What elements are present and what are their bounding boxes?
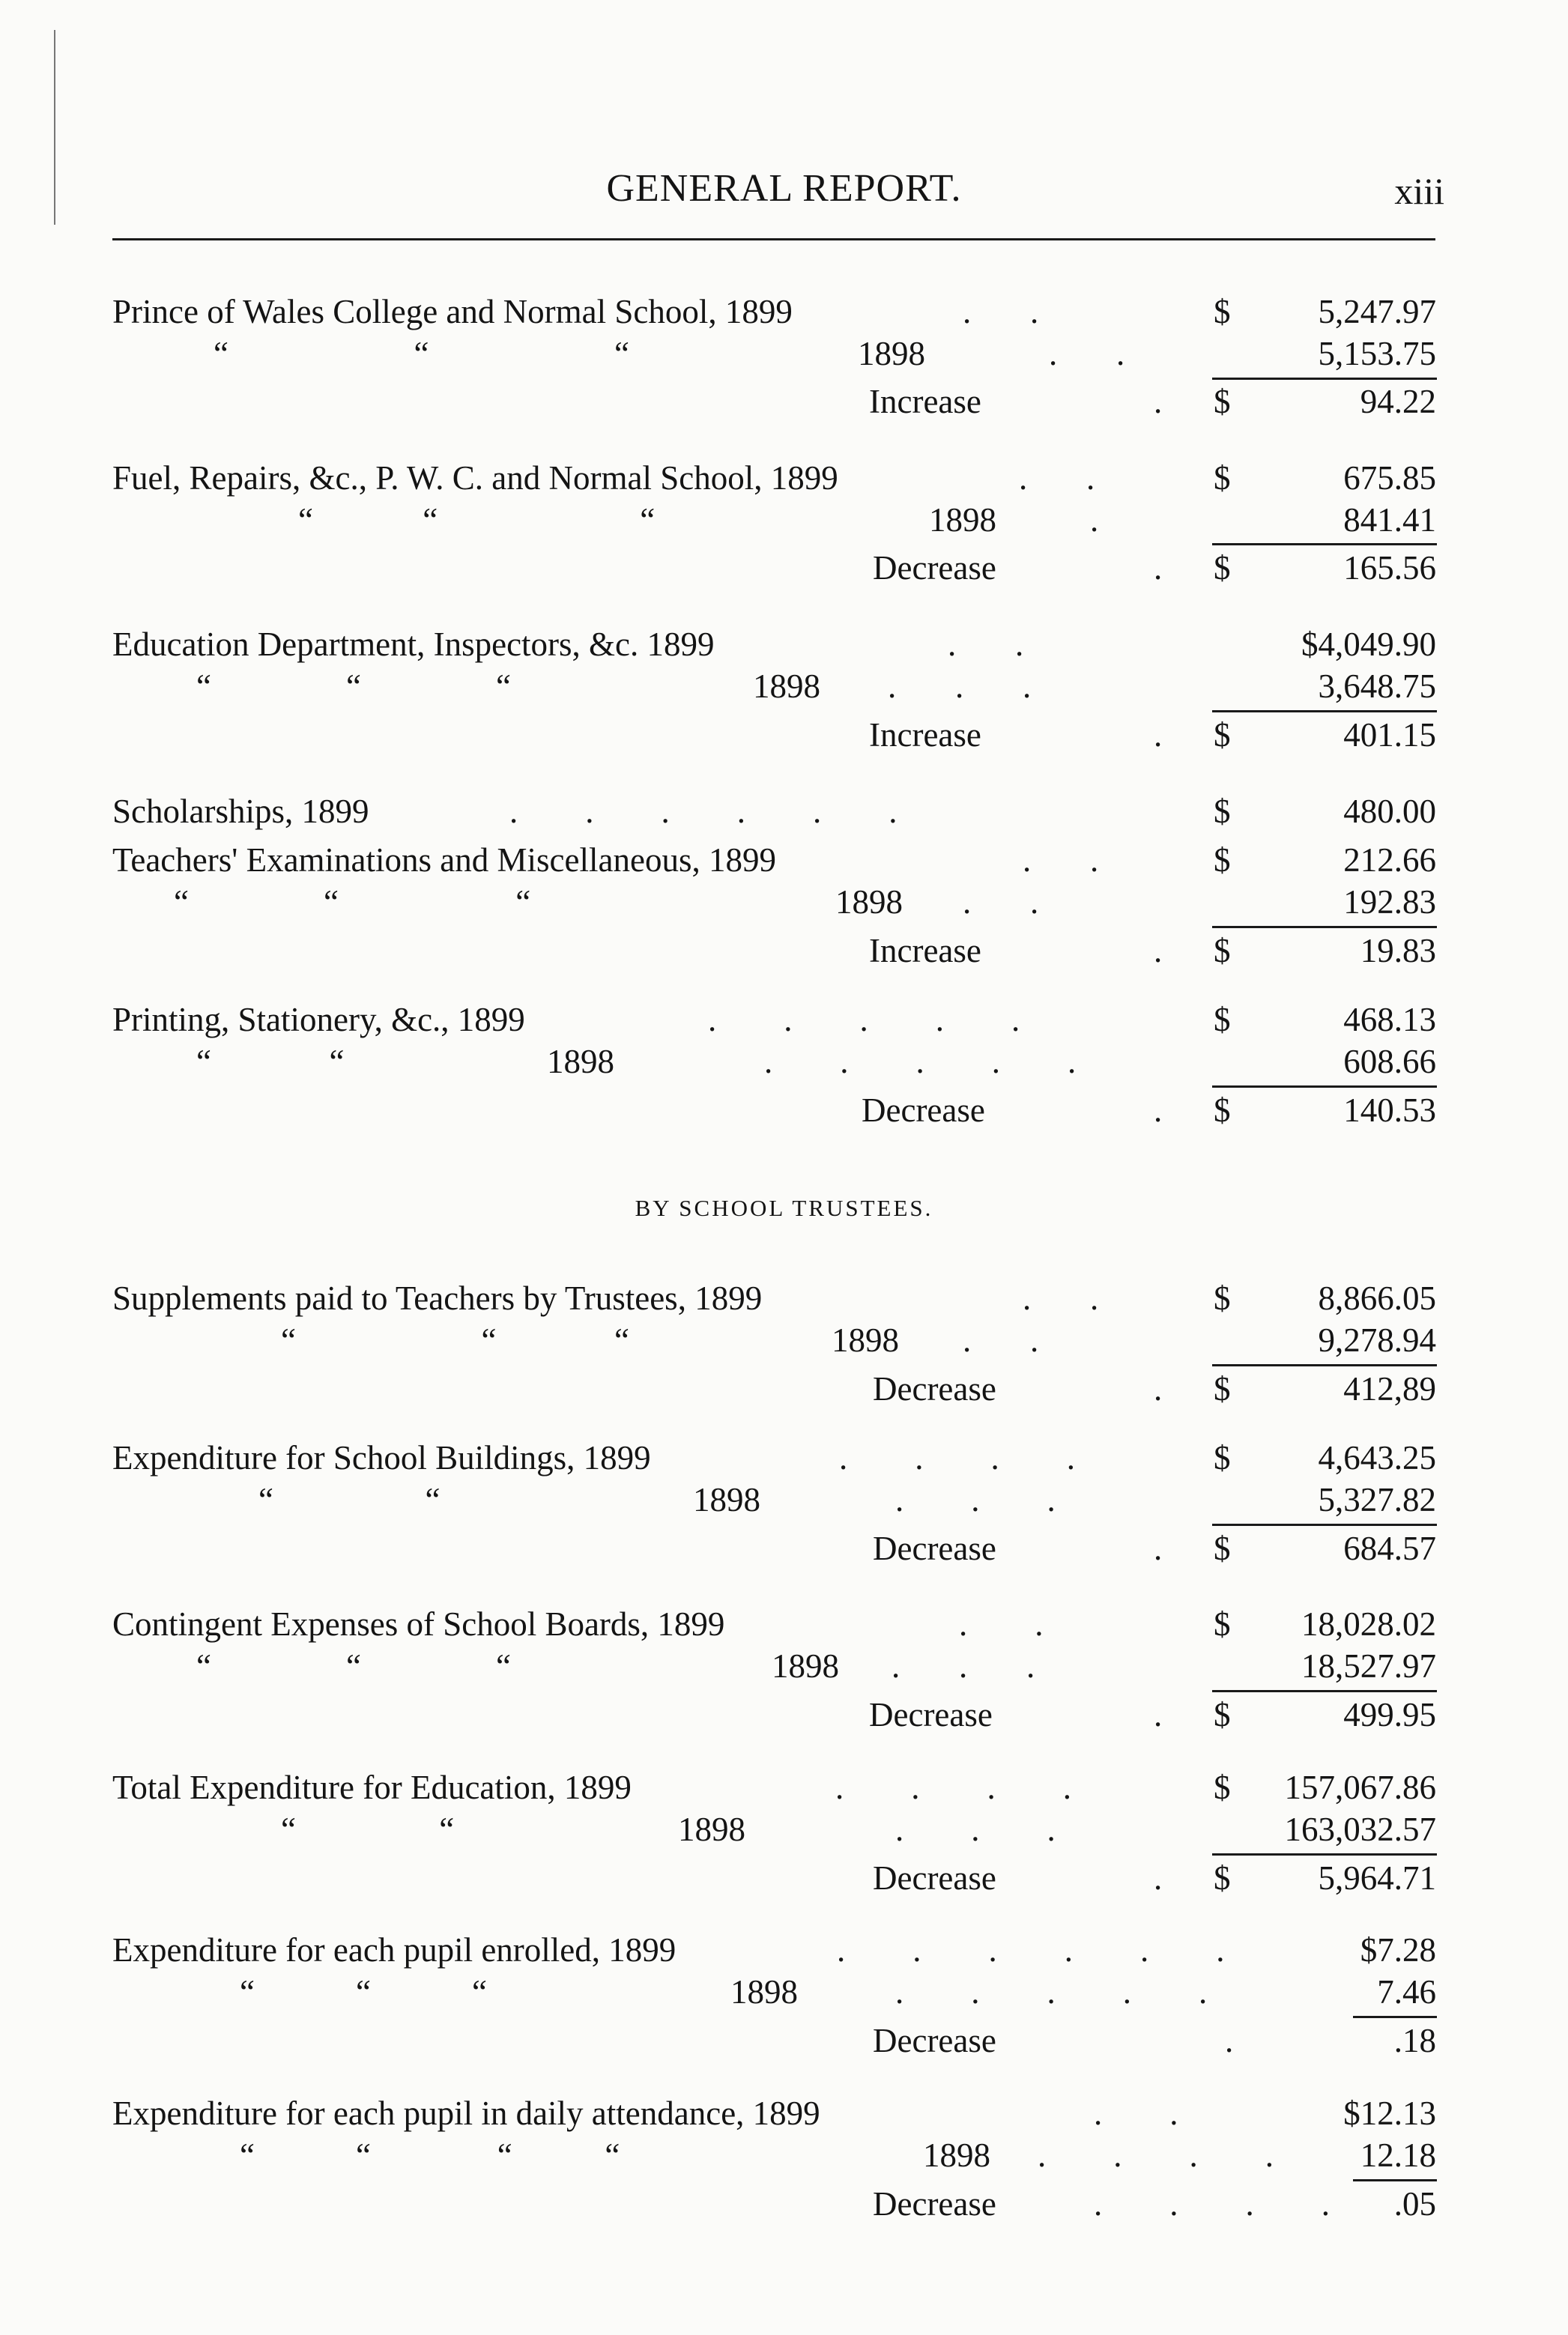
ditto-year: 1898 [678,1811,745,1848]
ditto-year: 1898 [730,1973,798,2011]
dot-leader: . . . . [1038,2136,1274,2174]
dollar-sign: $ [1214,459,1231,497]
sum-rule [1212,378,1437,380]
entry-label: Fuel, Repairs, &c., P. W. C. and Normal School, 1899 [112,459,838,497]
dot-leader: . . [963,1321,1039,1359]
net-change-label: Decrease [873,1370,996,1408]
entry-label: Supplements paid to Teachers by Trustees, 1899 [112,1279,763,1317]
ditto-marks: “ “ “ [196,667,511,705]
amount-1899: 157,067.86 [1284,1769,1436,1806]
dollar-sign: $ [1214,1001,1231,1038]
net-change-label: Increase [869,932,981,969]
net-change-label: Decrease [873,1530,996,1567]
dot-leader: . [1154,1696,1163,1733]
ditto-year: 1898 [772,1647,839,1685]
dollar-sign: $ [1214,841,1231,879]
dot-leader: . [1154,716,1163,754]
entry-label: Education Department, Inspectors, &c. 1899 [112,626,715,663]
entry-label: Scholarships, 1899 [112,793,369,830]
dot-leader: . . . . . [764,1043,1077,1080]
net-change-amount: 94.22 [1360,383,1436,420]
dollar-sign: $ [1214,1769,1231,1806]
ditto-marks: “ “ “ “ [240,2136,620,2174]
dot-leader: . [1090,501,1099,539]
dot-leader: . [1154,383,1163,420]
ditto-marks: “ “ [281,1811,455,1848]
dot-leader: . . . [888,667,1032,705]
dot-leader: . [1154,932,1163,969]
amount-1898: 18,527.97 [1301,1647,1436,1685]
sum-rule [1212,710,1437,712]
dollar-sign: $ [1214,1605,1231,1643]
entry-label: Expenditure for each pupil in daily attendance, 1899 [112,2095,820,2132]
dollar-sign: $ [1214,1530,1231,1567]
dot-leader: . [1154,1530,1163,1567]
ditto-year: 1898 [832,1321,899,1359]
entry-label: Printing, Stationery, &c., 1899 [112,1001,525,1038]
amount-1899: 4,643.25 [1318,1439,1436,1477]
amount-1898: 608.66 [1343,1043,1436,1080]
sum-rule [1212,926,1437,928]
net-change-amount: .18 [1393,2022,1436,2059]
amount-1899: 212.66 [1343,841,1436,879]
sum-rule [1212,1853,1437,1856]
dot-leader: . . [1023,841,1099,879]
net-change-label: Decrease [873,2185,996,2223]
net-change-label: Decrease [869,1696,993,1733]
dot-leader: . . [963,883,1039,921]
dot-leader: . [1154,1091,1163,1129]
sum-rule [1212,1524,1437,1526]
section-heading: BY SCHOOL TRUSTEES. [635,1195,933,1221]
dollar-sign: $ [1214,1370,1231,1408]
dot-leader: . . [1023,1279,1099,1317]
net-change-label: Decrease [873,1859,996,1897]
ditto-year: 1898 [929,501,996,539]
amount-1899: 480.00 [1343,793,1436,830]
dollar-sign: $ [1214,1696,1231,1733]
dot-leader: . . . [892,1647,1035,1685]
net-change-amount: 19.83 [1360,932,1436,969]
entry-label: Expenditure for School Buildings, 1899 [112,1439,651,1477]
ditto-marks: “ “ [258,1481,441,1518]
entry-label: Expenditure for each pupil enrolled, 1899 [112,1931,676,1969]
dollar-sign: $ [1214,1439,1231,1477]
ditto-marks: “ “ “ [174,883,531,921]
dot-leader: . . [1094,2095,1178,2132]
dot-leader: . . [959,1605,1044,1643]
amount-1899: 5,247.97 [1318,293,1436,330]
amount-1898: 3,648.75 [1318,667,1436,705]
ditto-marks: “ “ “ [196,1647,511,1685]
dot-leader: . . . . . [708,1001,1020,1038]
net-change-label: Decrease [873,549,996,587]
net-change-amount: 412,89 [1343,1370,1436,1408]
dot-leader: . [1154,1859,1163,1897]
dot-leader: . [1154,1370,1163,1408]
net-change-amount: 5,964.71 [1318,1859,1436,1897]
sum-rule [1212,1690,1437,1692]
sum-rule [1212,1085,1437,1088]
amount-1898: 192.83 [1343,883,1436,921]
amount-1899: 18,028.02 [1301,1605,1436,1643]
dot-leader: . . . . [839,1439,1075,1477]
amount-1898: 9,278.94 [1318,1321,1436,1359]
amount-1899: 468.13 [1343,1001,1436,1038]
net-change-label: Decrease [873,2022,996,2059]
dot-leader: . . . [895,1481,1056,1518]
dot-leader: . . [1049,335,1125,372]
ditto-year: 1898 [923,2136,990,2174]
entry-label: Contingent Expenses of School Boards, 1899 [112,1605,725,1643]
ditto-marks: “ “ “ [240,1973,487,2011]
dollar-sign: $ [1214,293,1231,330]
amount-1899: 8,866.05 [1318,1279,1436,1317]
amount-1898: 12.18 [1360,2136,1436,2174]
sum-rule [1353,2179,1437,2181]
sum-rule [1353,2016,1437,2018]
ditto-marks: “ “ “ [281,1321,629,1359]
net-change-amount: 140.53 [1343,1091,1436,1129]
amount-1898: 5,153.75 [1318,335,1436,372]
amount-1898: 163,032.57 [1284,1811,1436,1848]
amount-1899: 675.85 [1343,459,1436,497]
sum-rule [1212,1364,1437,1366]
dollar-sign: $ [1214,1091,1231,1129]
dot-leader: . . . . . . [837,1931,1225,1969]
ditto-year: 1898 [547,1043,614,1080]
amount-1898: 7.46 [1377,1973,1436,2011]
dot-leader: . . . . . [895,1973,1208,2011]
net-change-amount: 684.57 [1343,1530,1436,1567]
net-change-label: Decrease [862,1091,985,1129]
net-change-amount: 165.56 [1343,549,1436,587]
entry-label: Prince of Wales College and Normal School, 1899 [112,293,793,330]
ditto-year: 1898 [835,883,903,921]
dot-leader: . . . . . . [509,793,897,830]
header-rule [112,238,1435,240]
net-change-label: Increase [869,716,981,754]
dollar-sign: $ [1214,383,1231,420]
dollar-sign: $ [1214,549,1231,587]
amount-1899: $4,049.90 [1301,626,1436,663]
amount-1898: 841.41 [1343,501,1436,539]
ditto-year: 1898 [693,1481,760,1518]
net-change-amount: 401.15 [1343,716,1436,754]
entry-label: Teachers' Examinations and Miscellaneous, 1899 [112,841,776,879]
dot-leader: . [1225,2022,1234,2059]
ditto-year: 1898 [858,335,925,372]
running-header-title: GENERAL REPORT. [606,167,962,210]
dot-leader: . . [963,293,1039,330]
dot-leader: . . . . [835,1769,1071,1806]
dot-leader: . . [948,626,1024,663]
dot-leader: . . . [895,1811,1056,1848]
ditto-year: 1898 [753,667,820,705]
amount-1898: 5,327.82 [1318,1481,1436,1518]
dollar-sign: $ [1214,793,1231,830]
ditto-marks: “ “ “ [214,335,629,372]
dollar-sign: $ [1214,1859,1231,1897]
net-change-amount: 499.95 [1343,1696,1436,1733]
net-change-label: Increase [869,383,981,420]
net-change-amount: .05 [1393,2185,1436,2223]
ditto-marks: “ “ “ [298,501,656,539]
dot-leader: . . . . [1094,2185,1330,2223]
sum-rule [1212,543,1437,545]
entry-label: Total Expenditure for Education, 1899 [112,1769,632,1806]
amount-1899: $7.28 [1360,1931,1436,1969]
dollar-sign: $ [1214,932,1231,969]
amount-1899: $12.13 [1343,2095,1436,2132]
ditto-marks: “ “ [196,1043,345,1080]
dot-leader: . [1154,549,1163,587]
page-number: xiii [1394,170,1444,212]
dollar-sign: $ [1214,1279,1231,1317]
dollar-sign: $ [1214,716,1231,754]
dot-leader: . . [1019,459,1095,497]
